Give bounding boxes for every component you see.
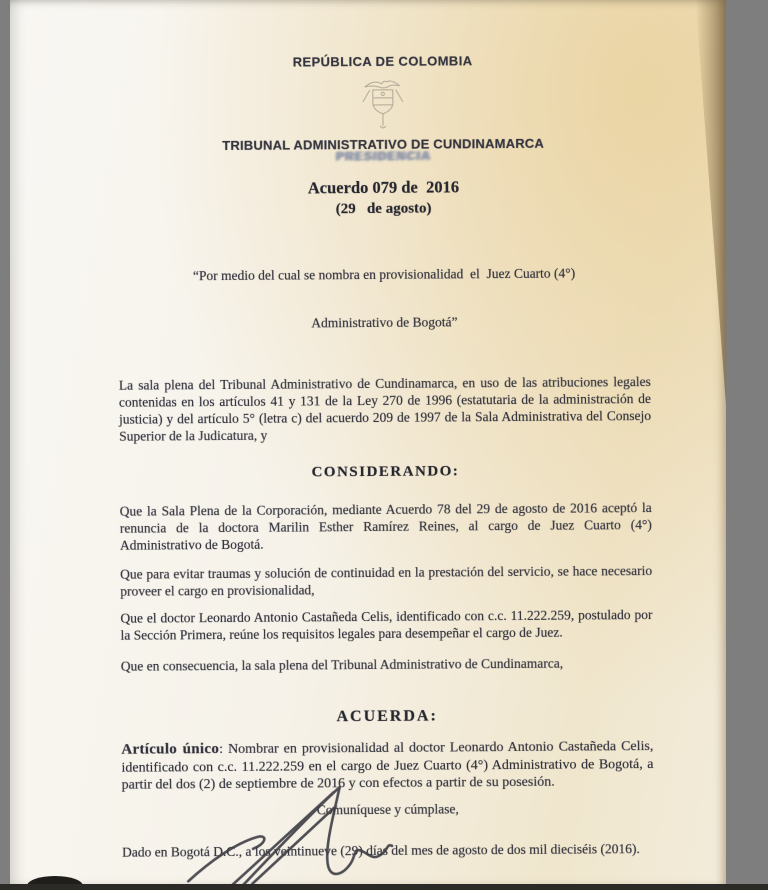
considerando-heading: CONSIDERANDO: [311,463,460,481]
acuerdo-title: Acuerdo 079 de 2016 [307,177,460,198]
considerando-paragraph: Que para evitar traumas y solución de continuidad en la prestación del servicio, se hace necesario proveer el cargo en provisionalidad, [120,563,653,599]
considerando-paragraph: Que la Sala Plena de la Corporación, mediante Acuerdo 78 del 29 de agosto de 2016 aceptó la renuncia de la doctora Marilin Esther Ramírez Reines, al cargo de Juez Cuarto (4°) Administrativo de Bogotá. [119,500,652,553]
closing-formula: Comuníquese y cúmplase, [316,800,459,817]
country-header: REPÚBLICA DE COLOMBIA [292,53,473,70]
considerando-paragraph: Que el doctor Leonardo Antonio Castañeda Celis, identificado con c.c. 11.222.259, postulado por la Sección Primera, reúne los requisitos legales para desempeñar el cargo de Juez. [120,607,653,643]
office-stamp: PRESIDENCIA [335,150,431,164]
subject-line-1: “Por medio del cual se nombra en provisionalidad el Juez Cuarto (4°) [192,265,576,284]
issuance-paragraph: Dado en Bogotá D.C., a los veintinueve (29) días del mes de agosto de dos mil dieciséis (2016). [122,840,640,860]
document-paper [10,0,726,884]
subject-clause [118,233,651,365]
acuerda-heading: ACUERDA: [336,707,438,726]
coat-of-arms-icon [360,78,406,132]
document-content [8,0,730,886]
handwritten-signature [186,784,397,889]
institution-header: TRIBUNAL ADMINISTRATIVO DE CUNDINAMARCA [222,135,545,154]
articulo-label: Artículo único [121,741,220,758]
articulo-text: : Nombrar en provisionalidad al doctor Leonardo Antonio Castañeda Celis, identificado con c.c. 11.222.259 en el cargo de Juez Cuarto (4°) Administrativo de Bogotá, a partir del dos (2) de septiembre de 2016 y con efectos a partir de su posesión. [121,739,654,793]
preamble-paragraph: La sala plena del Tribunal Administrativo de Cundinamarca, en uso de las atribuciones legales contenidas en los artículos 41 y 131 de la Ley 270 de 1996 (estatutaria de la administración de justicia) y del artículo 5° (letra c) del acuerdo 209 de 1997 de la Sala Administrativa del Consejo Superior de la Judicatura, y [118,374,652,444]
subject-line-2: Administrativo de Bogotá” [311,314,458,331]
acuerdo-date: (29 de agosto) [335,200,432,218]
considerando-paragraph: Que en consecuencia, la sala plena del Tribunal Administrativo de Cundinamarca, [120,655,564,674]
photo-bottom-edge [0,884,768,890]
